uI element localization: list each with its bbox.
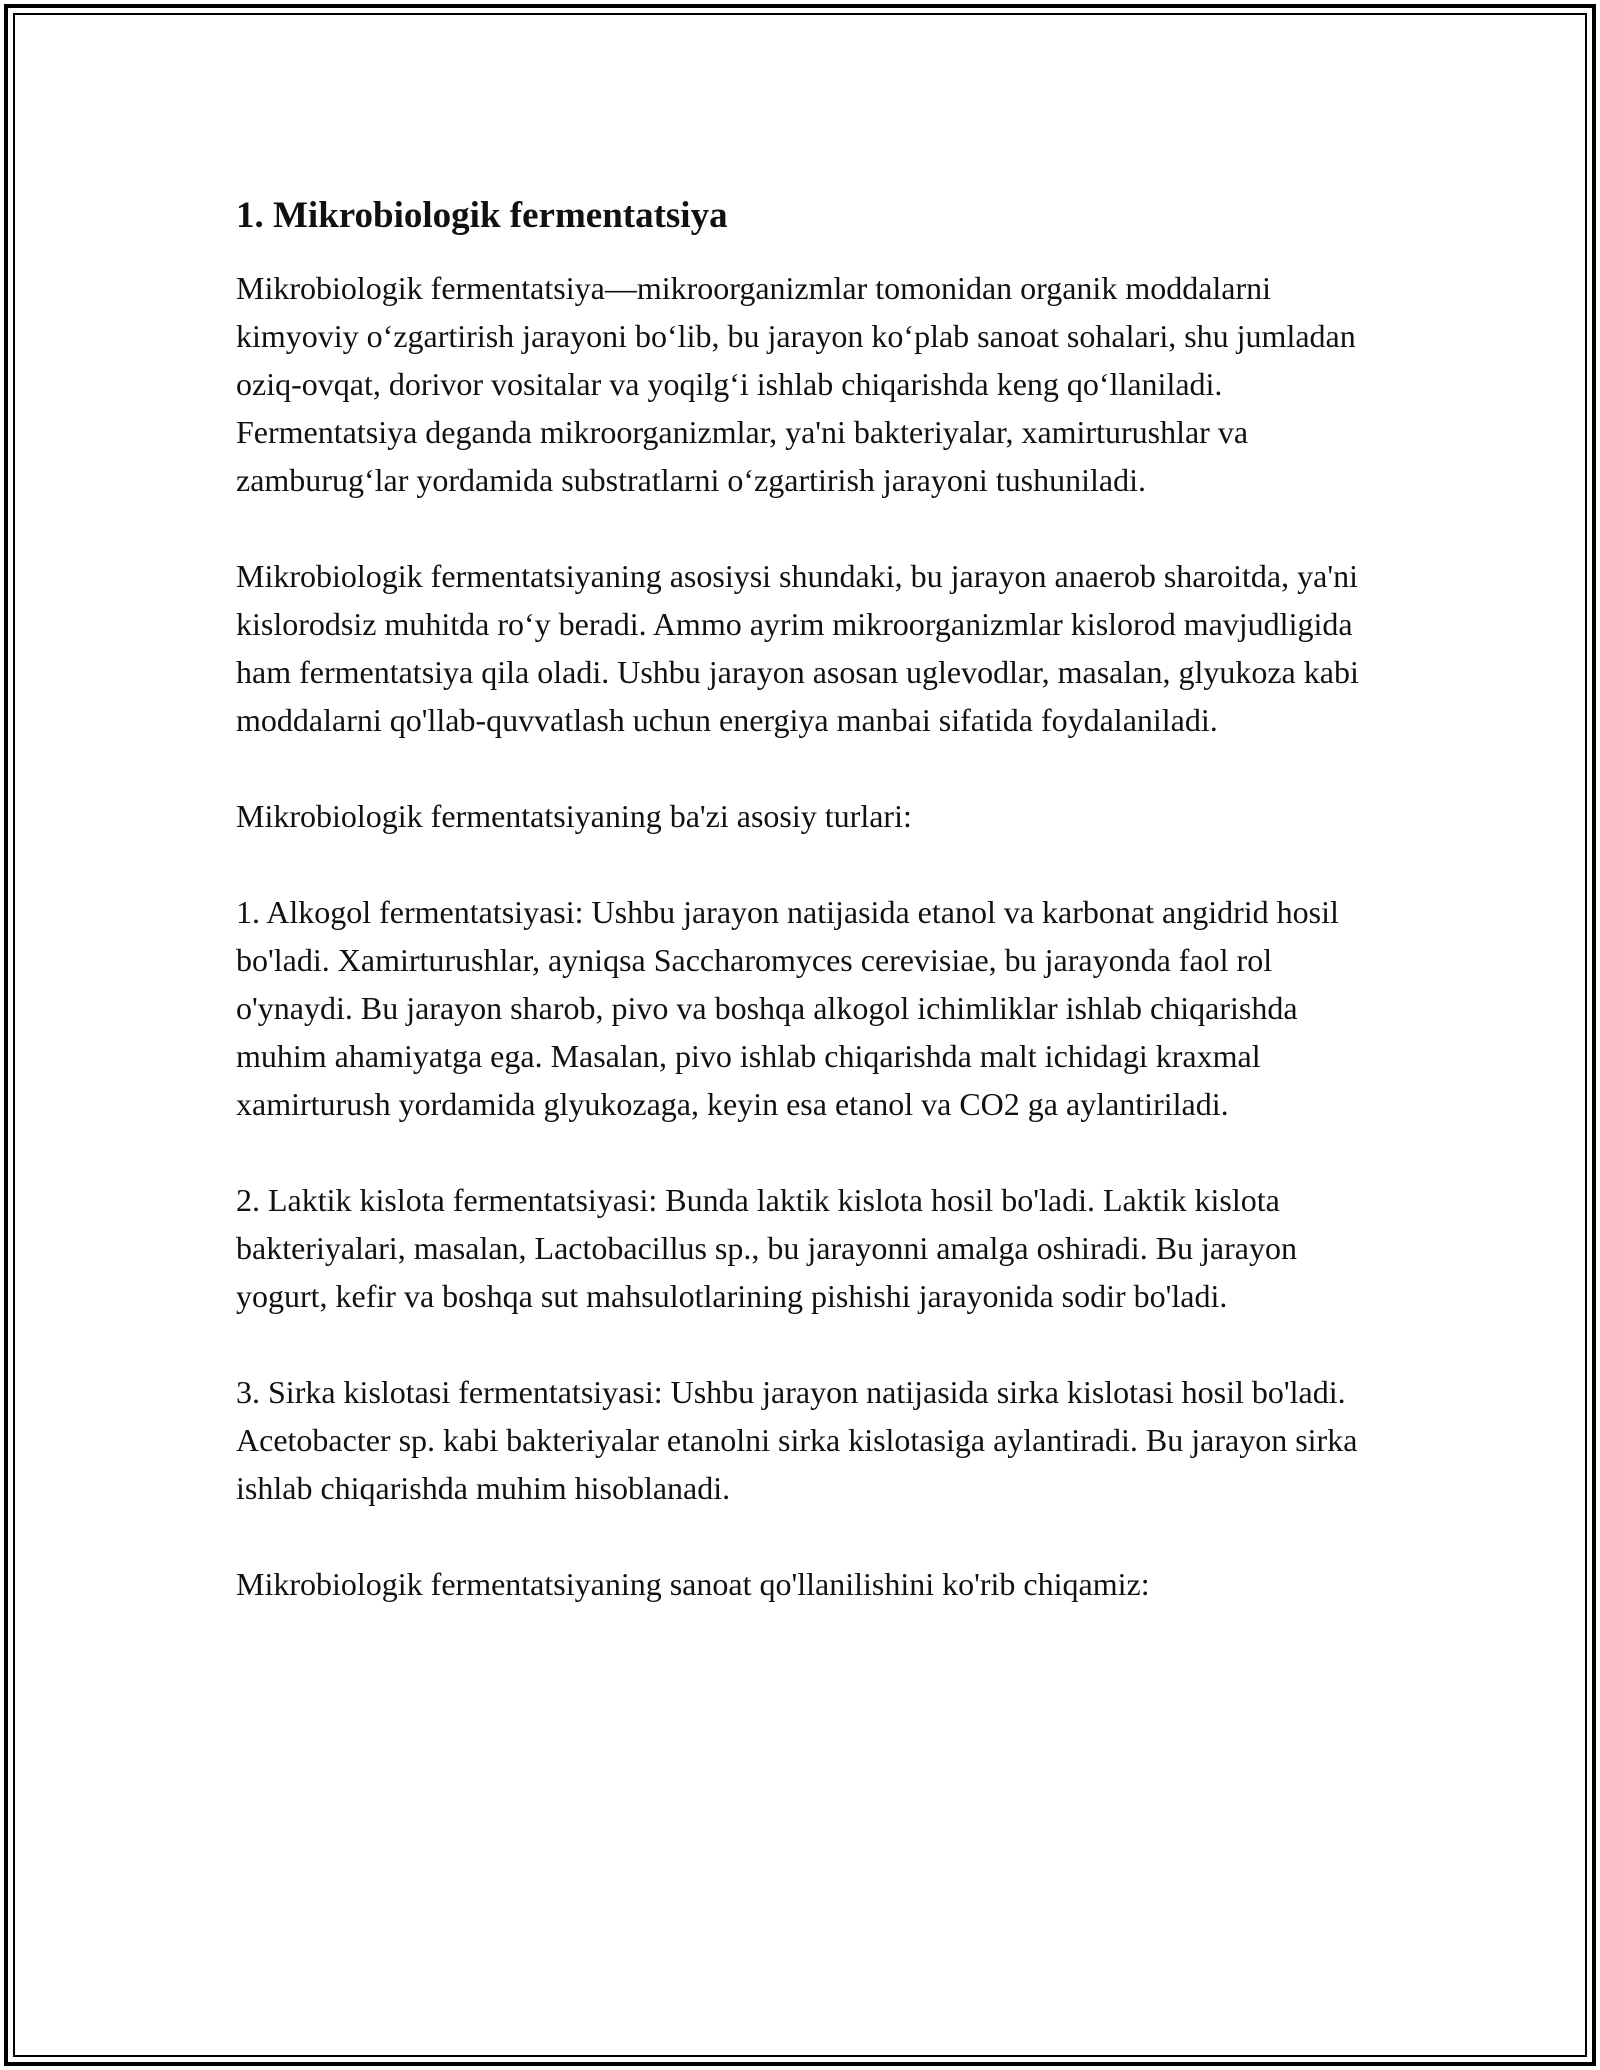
section-heading: 1. Mikrobiologik fermentatsiya [236, 195, 728, 236]
paragraph-industrial-intro: Mikrobiologik fermentatsiyaning sanoat qo'llanilishini ko'rib chiqamiz: [236, 1566, 1150, 1602]
paragraph-types-intro: Mikrobiologik fermentatsiyaning ba'zi asosiy turlari: [236, 798, 912, 834]
document-body [236, 188, 1386, 1656]
paragraph-anaerob: Mikrobiologik fermentatsiyaning asosiysi shundaki, bu jarayon anaerob sharoitda, ya'ni kislorodsiz muhitda ro‘y beradi. Ammo ayrim mikroorganizmlar kislorod mavjudligida ham fermentatsiya qila oladi. Ushbu jarayon asosan uglevodlar, masalan, glyukoza kabi moddalarni qo'llab-quvvatlash uchun energiya manbai sifatida foydalaniladi. [236, 558, 1359, 738]
paragraph-acetic-fermentation: 3. Sirka kislotasi fermentatsiyasi: Ushbu jarayon natijasida sirka kislotasi hosil bo'ladi. Acetobacter sp. kabi bakteriyalar etanolni sirka kislotasiga aylantiradi. Bu jarayon sirka ishlab chiqarishda muhim hisoblanadi. [236, 1374, 1358, 1506]
paragraph-alcohol-fermentation: 1. Alkogol fermentatsiyasi: Ushbu jarayon natijasida etanol va karbonat angidrid hosil bo'ladi. Xamirturushlar, ayniqsa Saccharomyces cerevisiae, bu jarayonda faol rol o'ynaydi. Bu jarayon sharob, pivo va boshqa alkogol ichimliklar ishlab chiqarishda muhim ahamiyatga ega. Masalan, pivo ishlab chiqarishda malt ichidagi kraxmal xamirturush yordamida glyukozaga, keyin esa etanol va CO2 ga aylantiriladi. [236, 894, 1339, 1122]
paragraph-definition: Mikrobiologik fermentatsiya—mikroorganizmlar tomonidan organik moddalarni kimyoviy o‘zgartirish jarayoni bo‘lib, bu jarayon ko‘plab sanoat sohalari, shu jumladan oziq-ovqat, dorivor vositalar va yoqilg‘i ishlab chiqarishda keng qo‘llaniladi. Fermentatsiya deganda mikroorganizmlar, ya'ni bakteriyalar, xamirturushlar va zamburug‘lar yordamida substratlarni o‘zgartirish jarayoni tushuniladi. [236, 270, 1356, 498]
paragraph-lactic-fermentation: 2. Laktik kislota fermentatsiyasi: Bunda laktik kislota hosil bo'ladi. Laktik kislota bakteriyalari, masalan, Lactobacillus sp., bu jarayonni amalga oshiradi. Bu jarayon yogurt, kefir va boshqa sut mahsulotlarining pishishi jarayonida sodir bo'ladi. [236, 1182, 1297, 1314]
